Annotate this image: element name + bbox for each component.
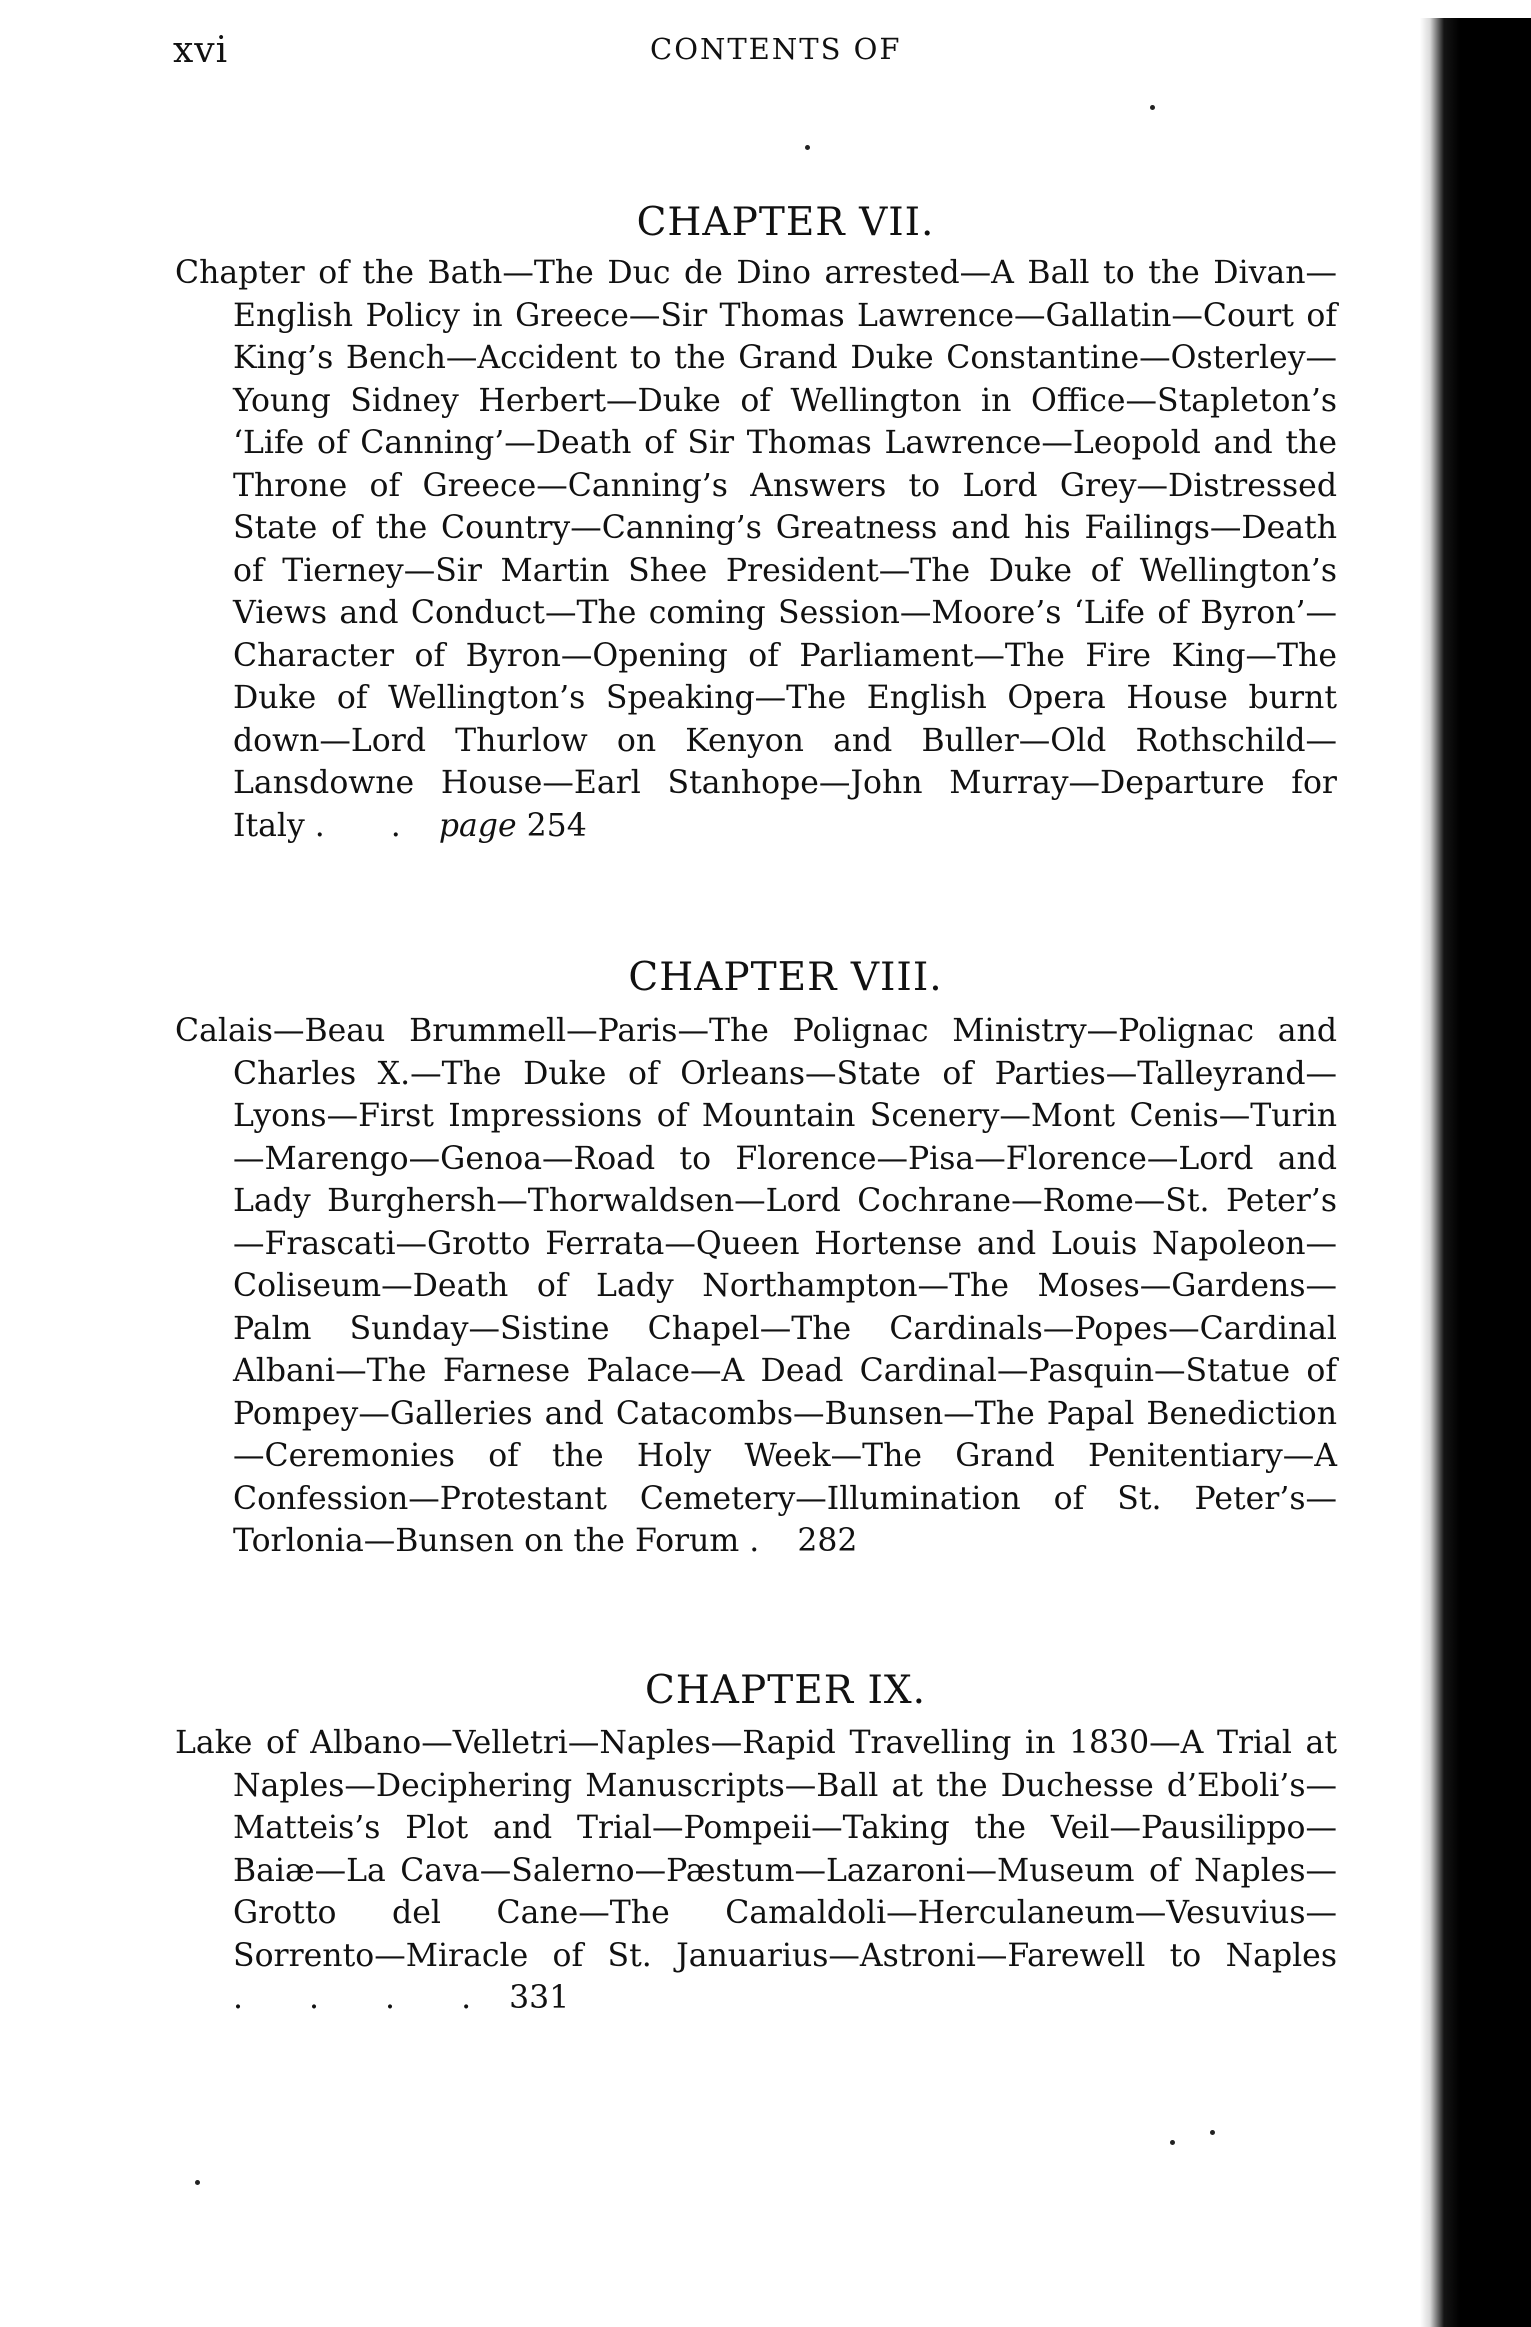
chapter-title-viii: CHAPTER VIII. — [628, 955, 943, 1000]
scan-speck — [1150, 105, 1155, 110]
chapter-summary-text: Chapter of the Bath—The Duc de Dino arrested—A Ball to the Divan—English Policy in Greece—Sir Thomas Lawrence—Gallatin—Court of King’s Bench—Accident to the Grand Duke Constantine—Osterley—Young Sidney Herbert—Duke of Wellington in Office—Stapleton’s ‘Life of Canning’—Death of Sir Thomas Lawrence—Leopold and the Throne of Greece—Canning’s Answers to Lord Grey—Distressed State of the Country—Canning’s Greatness and his Failings—Death of Tierney—Sir Martin Shee President—The Duke of Wellington’s Views and Conduct—The coming Session—Moore’s ‘Life of Byron’—Character of Byron—Opening of Parliament—The Fire King—The Duke of Wellington’s Speaking—The English Opera House burnt down—Lord Thurlow on Kenyon and Buller—Old Rothschild—Lansdowne House—Earl Stanhope—John Murray—Departure for Italy — [175, 255, 1337, 844]
scan-speck — [1170, 2140, 1175, 2145]
page-label: page — [438, 807, 517, 844]
scan-speck — [805, 145, 810, 150]
chapter-title-vii: CHAPTER VII. — [636, 200, 935, 245]
chapter-summary-text: Calais—Beau Brummell—Paris—The Polignac Ministry—Polignac and Charles X.—The Duke of Orleans—State of Parties—Talleyrand—Lyons—First Impressions of Mountain Scenery—Mont Cenis—Turin—Marengo—Genoa—Road to Florence—Pisa—Florence—Lord and Lady Burghersh—Thorwaldsen—Lord Cochrane—Rome—St. Peter’s—Frascati—Grotto Ferrata—Queen Hortense and Louis Napoleon—Coliseum—Death of Lady Northampton—The Moses—Gardens—Palm Sunday—Sistine Chapel—The Cardinals—Popes—Cardinal Albani—The Farnese Palace—A Dead Cardinal—Pasquin—Statue of Pompey—Galleries and Catacombs—Bunsen—The Papal Benediction—Ceremonies of the Holy Week—The Grand Penitentiary—A Confession—Protestant Cemetery—Illumination of St. Peter’s—Torlonia—Bunsen on the Forum — [175, 1013, 1337, 1559]
running-head: CONTENTS OF — [650, 32, 902, 66]
page-reference — [315, 808, 587, 844]
chapter-summary-viii — [175, 1010, 1337, 1563]
scan-speck — [1210, 2130, 1215, 2135]
page-reference — [749, 1523, 857, 1559]
page-reference — [233, 1980, 569, 2016]
scan-speck — [195, 2180, 200, 2185]
dot-leader: . . — [314, 807, 429, 844]
scan-edge-shadow — [1420, 18, 1531, 2327]
chapter-summary-ix — [175, 1722, 1337, 2020]
dot-leader: . — [749, 1523, 788, 1559]
page-number-ref: 254 — [526, 807, 587, 844]
dot-leader: . . . . — [233, 1980, 500, 2016]
chapter-summary-text: Lake of Albano—Velletri—Naples—Rapid Travelling in 1830—A Trial at Naples—Deciphering Manuscripts—Ball at the Duchesse d’Eboli’s—Matteis’s Plot and Trial—Pompeii—Taking the Veil—Pausilippo—Baiæ—La Cava—Salerno—Pæstum—Lazaroni—Museum of Naples—Grotto del Cane—The Camaldoli—Herculaneum—Vesuvius—Sorrento—Miracle of St. Januarius—Astroni—Farewell to Naples — [175, 1725, 1337, 1974]
chapter-title-ix: CHAPTER IX. — [644, 1668, 927, 1713]
chapter-summary-vii — [175, 252, 1337, 847]
page-number-ref: 282 — [797, 1523, 858, 1559]
page-number: xvi — [173, 30, 229, 71]
page-number-ref: 331 — [509, 1980, 570, 2016]
